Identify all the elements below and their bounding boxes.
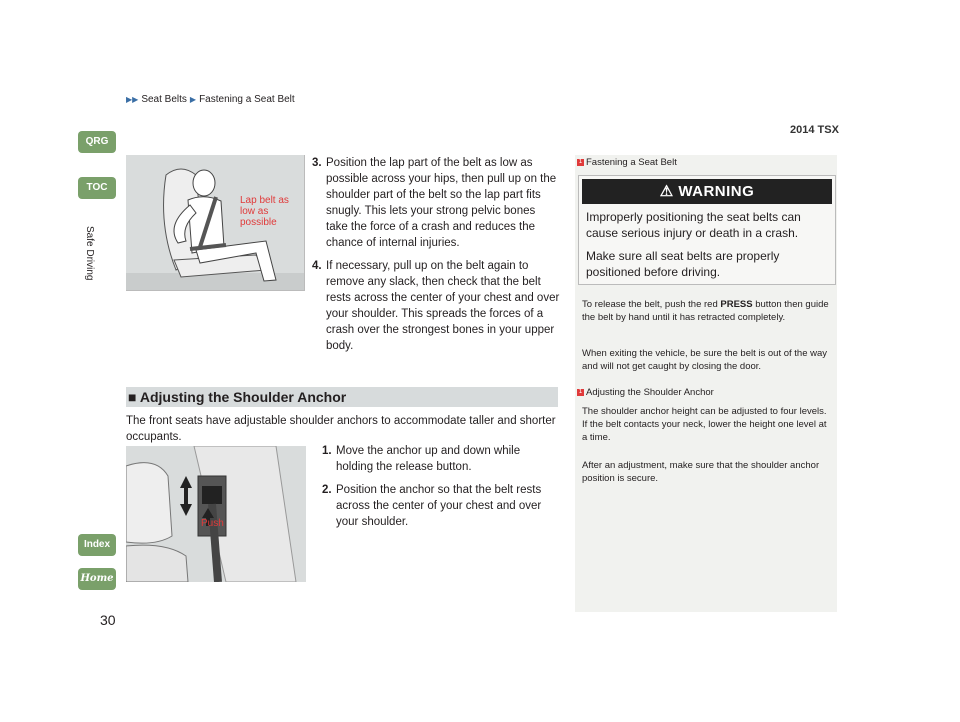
breadcrumb-item-seat-belts[interactable]: Seat Belts [141,94,187,105]
steps-lower [322,443,560,537]
warning-text: Make sure all seat belts are properly positioned before driving. [586,249,780,279]
anchor-secure-note: After an adjustment, make sure that the shoulder anchor position is secure. [582,460,820,484]
release-belt-note [582,298,832,324]
note-title-text: Adjusting the Shoulder Anchor [586,387,714,398]
warning-header-text: WARNING [678,183,755,200]
breadcrumb[interactable] [126,94,295,105]
note-title-text: Fastening a Seat Belt [586,157,677,168]
section-heading-text: Adjusting the Shoulder Anchor [139,389,347,405]
breadcrumb-arrow-icon: ▶ [189,95,197,104]
step-text: Position the anchor so that the belt rests across the center of your chest and over your shoulder. [336,484,542,528]
note-title-shoulder-anchor[interactable] [577,387,714,398]
note-marker-icon: 1 [578,159,583,165]
square-bullet-icon: ■ [128,389,137,405]
section-intro: The front seats have adjustable shoulder anchors to accommodate taller and shorter occupants. [126,415,556,443]
tab-home[interactable]: Home [78,568,116,590]
lap-belt-callout: Lap belt as low as possible [240,195,289,228]
press-button-label: PRESS [720,299,753,310]
step-4 [312,258,560,354]
breadcrumb-arrow-icon: ▶▶ [126,95,139,104]
step-1 [322,443,560,475]
shoulder-anchor-icon [126,446,306,582]
tab-toc[interactable]: TOC [78,177,116,199]
push-callout: Push [201,518,224,529]
section-label: Safe Driving [84,226,95,281]
warning-triangle-icon: ⚠ [659,183,674,200]
exiting-vehicle-note: When exiting the vehicle, be sure the belt is out of the way and will not get caught by closing the door. [582,348,828,372]
warning-body [579,207,835,280]
note-title-fastening[interactable] [577,157,677,168]
warning-text: Improperly positioning the seat belts can cause serious injury or death in a crash. [586,210,801,240]
steps-upper [312,155,560,361]
model-label: 2014 TSX [790,124,839,136]
step-number: 1. [322,445,332,457]
step-number: 2. [322,484,332,496]
step-3 [312,155,560,251]
tab-qrg[interactable]: QRG [78,131,116,153]
step-text: Position the lap part of the belt as low as possible across your hips, then pull up on the shoulder part of the belt so the lap part fits snugly. This lets your strong pelvic bones take the force of a crash and reduces the chance of internal injuries. [326,157,557,249]
step-text: Move the anchor up and down while holding the release button. [336,445,521,473]
warning-box [578,175,836,285]
step-2 [322,482,560,530]
breadcrumb-item-fastening[interactable]: Fastening a Seat Belt [199,94,295,105]
shoulder-anchor-illustration [126,446,306,582]
warning-header [582,179,832,204]
tab-index[interactable]: Index [78,534,116,556]
note-marker-icon: 1 [578,389,583,395]
page-number: 30 [100,612,116,628]
note-text: button then guide the belt by hand until it has retracted completely. [582,299,829,323]
section-heading-shoulder-anchor [126,387,558,407]
step-text: If necessary, pull up on the belt again to remove any slack, then check that the belt rests across the center of your chest and over your shoulder. This spreads the forces of a crash over the strongest bones in your upper body. [326,260,560,352]
step-number: 3. [312,157,322,169]
step-number: 4. [312,260,322,272]
anchor-height-note: The shoulder anchor height can be adjusted to four levels. If the belt contacts your neck, lower the height one level at a time. [582,406,827,443]
note-text: To release the belt, push the red [582,299,721,310]
